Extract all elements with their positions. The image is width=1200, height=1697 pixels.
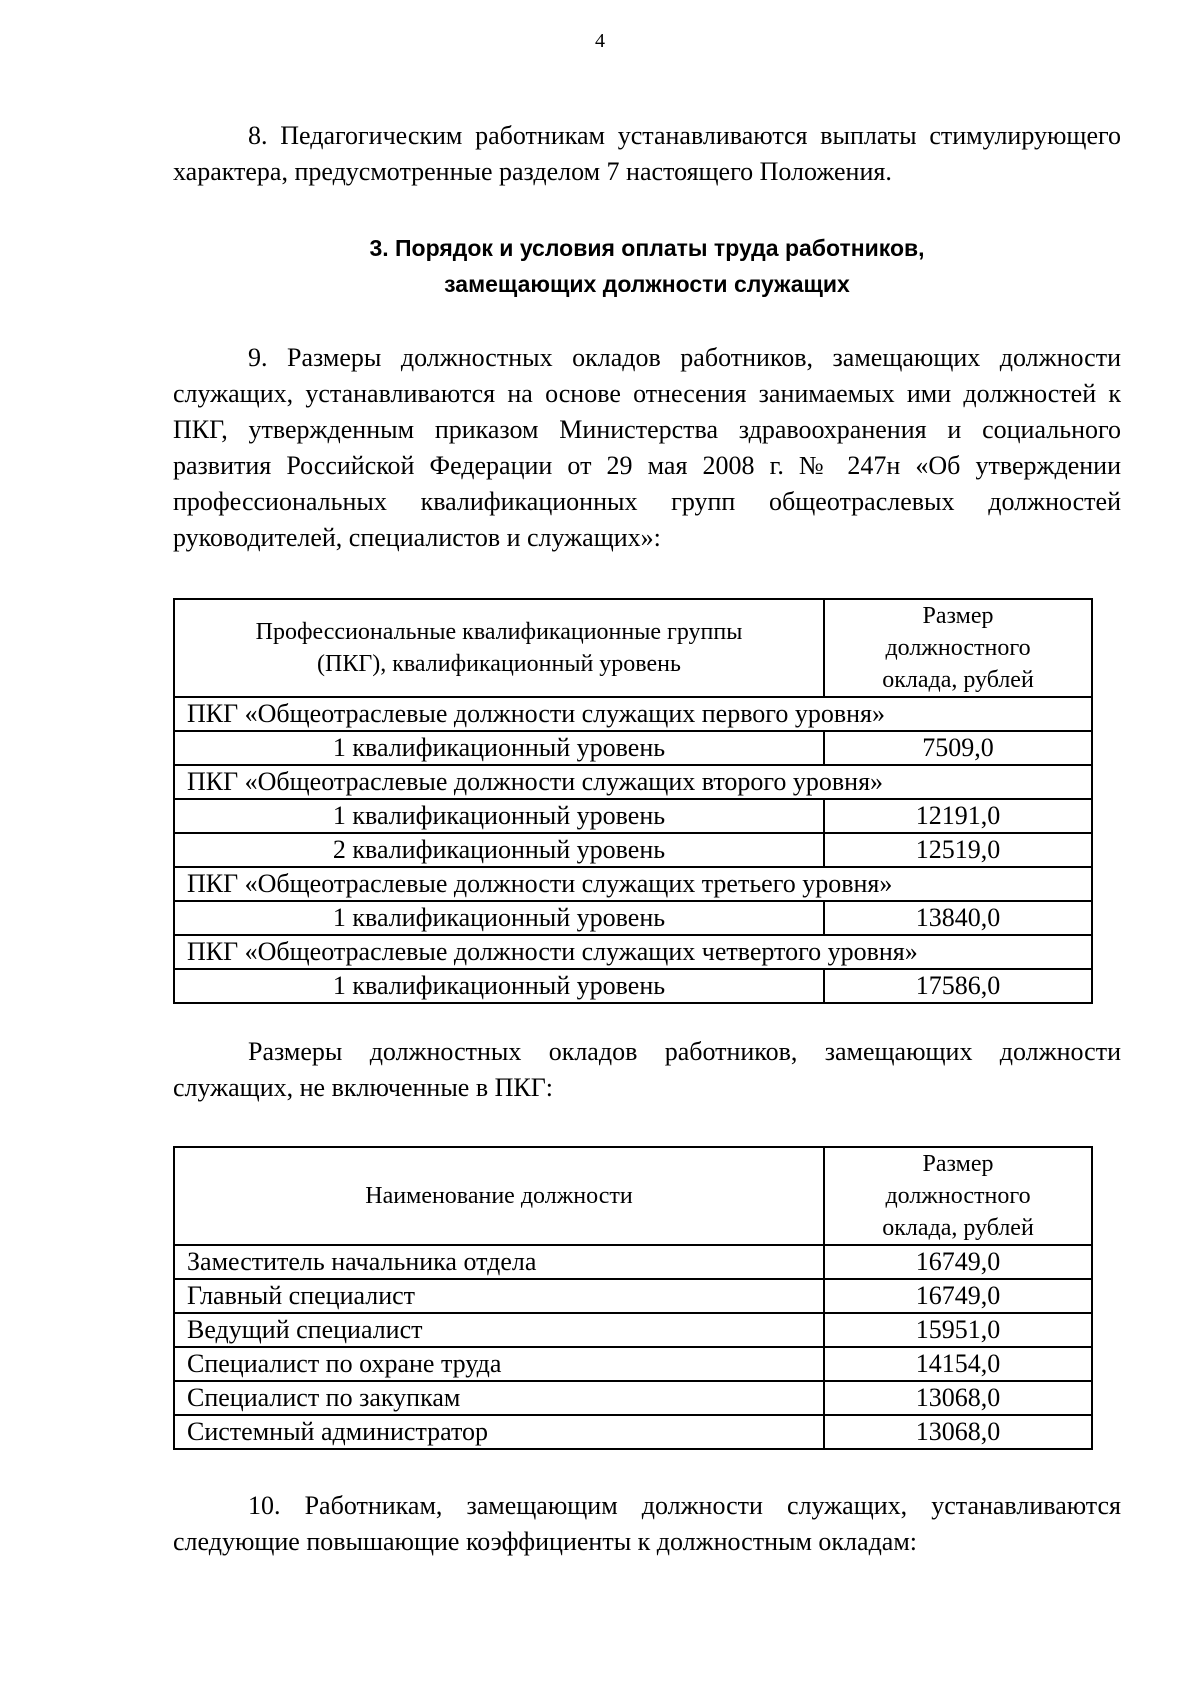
position-salary: 16749,0 [824,1245,1092,1279]
position-name: Специалист по закупкам [174,1381,824,1415]
table-row [174,1245,1092,1279]
nonpkg-header-right-line3: оклада, рублей [882,1215,1034,1241]
pkg-group-row [174,765,1092,799]
section-heading-line1: 3. Порядок и условия оплаты труда работников, [369,235,925,261]
pkg-header-right-line2: должностного [885,635,1031,661]
paragraph-9: 9. Размеры должностных окладов работников, замещающих должности служащих, устанавливаются на основе отнесения занимаемых ими должностей к ПКГ, утвержденным приказом Министерства здравоохранения и социального развития Российской Федерации от 29 мая 2008 г. № 247н «Об утверждении профессиональных квалификационных групп общеотраслевых должностей руководителей, специалистов и служащих»: [173,343,1121,552]
document-body [173,118,1121,1560]
paragraph-10: 10. Работникам, замещающим должности служащих, устанавливаются следующие повышающие коэффициенты к должностным окладам: [173,1491,1121,1556]
paragraph-nonpkg: Размеры должностных окладов работников, замещающих должности служащих, не включенные в ПКГ: [173,1037,1121,1102]
position-name: Заместитель начальника отдела [174,1245,824,1279]
nonpkg-header-right-line2: должностного [885,1183,1031,1209]
pkg-table-header-group [174,599,824,697]
nonpkg-salary-table [173,1146,1093,1450]
nonpkg-table-header-position: Наименование должности [174,1147,824,1245]
pkg-level-salary: 12191,0 [824,799,1092,833]
section-heading-line2: замещающих должности служащих [444,271,850,297]
table-row [174,1313,1092,1347]
pkg-level-row [174,799,1092,833]
table-row [174,1415,1092,1449]
pkg-header-left-line1: Профессиональные квалификационные группы [255,619,743,645]
table-row [174,1279,1092,1313]
pkg-level-name: 1 квалификационный уровень [174,799,824,833]
pkg-table-header-row [174,599,1092,697]
pkg-level-salary: 12519,0 [824,833,1092,867]
pkg-level-name: 1 квалификационный уровень [174,901,824,935]
pkg-group-row [174,867,1092,901]
pkg-level-name: 1 квалификационный уровень [174,731,824,765]
paragraph-8: 8. Педагогическим работникам устанавливаются выплаты стимулирующего характера, предусмотренные разделом 7 настоящего Положения. [173,121,1121,186]
pkg-level-name: 1 квалификационный уровень [174,969,824,1003]
nonpkg-header-right-line1: Размер [922,1151,994,1177]
position-salary: 14154,0 [824,1347,1092,1381]
pkg-level-row [174,969,1092,1003]
position-name: Главный специалист [174,1279,824,1313]
position-name: Специалист по охране труда [174,1347,824,1381]
pkg-header-left-line2: (ПКГ), квалификационный уровень [317,651,681,677]
pkg-level-row [174,833,1092,867]
pkg-group-title: ПКГ «Общеотраслевые должности служащих второго уровня» [174,765,1092,799]
position-salary: 15951,0 [824,1313,1092,1347]
pkg-header-right-line3: оклада, рублей [882,667,1034,693]
pkg-level-name: 2 квалификационный уровень [174,833,824,867]
pkg-salary-table [173,598,1093,1004]
pkg-group-title: ПКГ «Общеотраслевые должности служащих первого уровня» [174,697,1092,731]
pkg-level-row [174,901,1092,935]
pkg-group-row [174,697,1092,731]
page-number: 4 [595,30,605,52]
table-row [174,1347,1092,1381]
pkg-table-header-salary [824,599,1092,697]
pkg-level-row [174,731,1092,765]
section-heading [173,230,1121,302]
pkg-header-right-line1: Размер [922,603,994,629]
pkg-level-salary: 17586,0 [824,969,1092,1003]
table-row [174,1381,1092,1415]
position-salary: 13068,0 [824,1381,1092,1415]
position-salary: 13068,0 [824,1415,1092,1449]
nonpkg-table-header-salary [824,1147,1092,1245]
pkg-group-title: ПКГ «Общеотраслевые должности служащих третьего уровня» [174,867,1092,901]
pkg-group-title: ПКГ «Общеотраслевые должности служащих четвертого уровня» [174,935,1092,969]
nonpkg-table-header-row [174,1147,1092,1245]
position-name: Системный администратор [174,1415,824,1449]
position-salary: 16749,0 [824,1279,1092,1313]
pkg-level-salary: 7509,0 [824,731,1092,765]
position-name: Ведущий специалист [174,1313,824,1347]
pkg-level-salary: 13840,0 [824,901,1092,935]
pkg-group-row [174,935,1092,969]
